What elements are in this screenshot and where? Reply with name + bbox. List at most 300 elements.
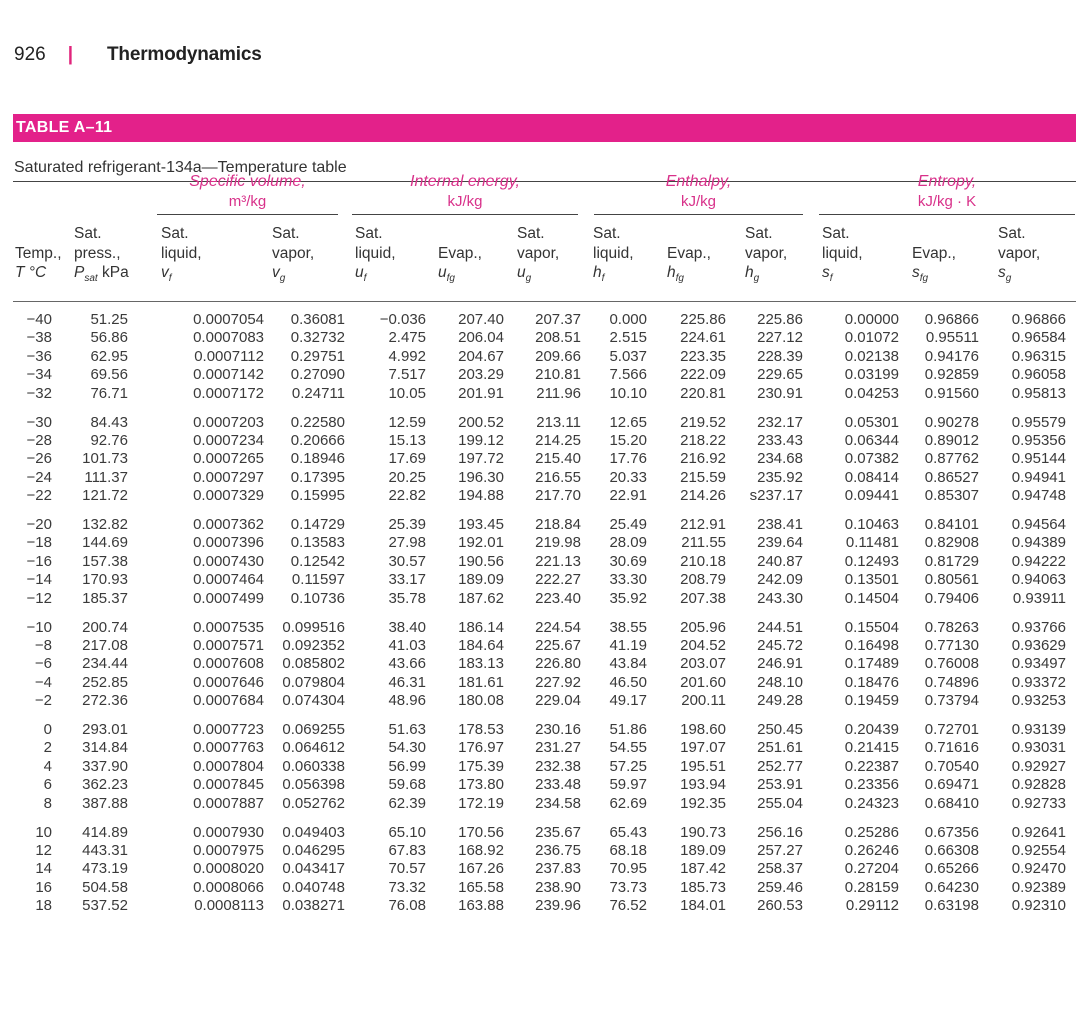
table-row: [0, 879, 1076, 897]
table-cell: 0.000: [609, 311, 647, 328]
table-cell: 65.10: [388, 823, 426, 841]
table-cell: 5.037: [609, 347, 647, 365]
table-cell: 197.07: [680, 739, 726, 757]
table-cell: −38: [26, 329, 52, 347]
table-cell: 253.91: [757, 776, 803, 794]
table-cell: 0.15995: [290, 487, 345, 505]
group-title: Internal energy,: [410, 173, 520, 190]
table-cell: 54.30: [388, 739, 426, 757]
column-symbol: [272, 263, 314, 289]
column-symbol-letter: P: [74, 264, 85, 281]
column-symbol-subscript: sat: [84, 273, 98, 285]
table-cell: 0.76008: [924, 655, 979, 673]
column-header-line: Sat.: [355, 225, 383, 242]
table-cell: 220.81: [680, 384, 726, 402]
table-cell: 15.20: [609, 431, 647, 449]
table-cell: 0.96866: [924, 311, 979, 328]
table-cell: 38.40: [388, 618, 426, 636]
table-cell: 0.93253: [1011, 692, 1066, 710]
table-cell: 240.87: [757, 552, 803, 570]
table-cell: 7.566: [609, 366, 647, 384]
table-cell: 252.77: [757, 757, 803, 775]
table-cell: 210.81: [535, 366, 581, 384]
table-cell: 0.27204: [844, 860, 899, 878]
table-cell: 0.0007608: [193, 655, 264, 673]
header-rule: [13, 301, 1076, 302]
table-cell: 0.043417: [282, 860, 345, 878]
table-cell: 206.04: [458, 329, 504, 347]
table-cell: 12.65: [609, 413, 647, 431]
table-cell: 245.72: [757, 636, 803, 654]
column-symbol-letter: v: [272, 264, 280, 281]
table-cell: 8: [43, 794, 52, 812]
table-cell: 0.20666: [290, 431, 345, 449]
table-cell: 209.66: [535, 347, 581, 365]
table-cell: 0.92470: [1011, 860, 1066, 878]
table-cell: 216.92: [680, 450, 726, 468]
table-cell: 0.092352: [282, 636, 345, 654]
table-row: [0, 674, 1076, 692]
column-symbol-letter: s: [822, 264, 830, 281]
table-cell: 43.66: [388, 655, 426, 673]
table-cell: 207.38: [680, 589, 726, 607]
table-cell: 0.96058: [1011, 366, 1066, 384]
table-cell: 230.91: [757, 384, 803, 402]
table-cell: 0.92733: [1011, 794, 1066, 812]
table-cell: 0.12542: [290, 552, 345, 570]
column-header-line: Evap.,: [667, 244, 711, 262]
table-cell: 0.84101: [924, 516, 979, 533]
table-cell: 0.15504: [844, 618, 899, 636]
table-cell: 255.04: [757, 794, 803, 812]
table-cell: 14: [35, 860, 52, 878]
table-cell: 0.01072: [844, 329, 899, 347]
table-cell: 176.97: [458, 739, 504, 757]
table-cell: 0.0007265: [193, 450, 264, 468]
table-cell: 0.0007362: [193, 516, 264, 533]
table-cell: 0.86527: [924, 468, 979, 486]
table-cell: 59.68: [388, 776, 426, 794]
table-cell: 196.30: [458, 468, 504, 486]
table-cell: 246.91: [757, 655, 803, 673]
table-cell: 239.96: [535, 897, 581, 915]
table-cell: 0.24711: [291, 384, 345, 402]
table-cell: 238.90: [535, 878, 581, 896]
table-cell: 189.09: [680, 841, 726, 859]
table-cell: 0.10463: [844, 516, 899, 533]
table-cell: 259.46: [757, 878, 803, 896]
table-cell: 2: [43, 739, 52, 757]
table-cell: 0.78263: [924, 618, 979, 636]
table-cell: 178.53: [458, 721, 504, 738]
column-symbol-letter: s: [912, 264, 920, 281]
table-cell: 12: [35, 841, 52, 859]
column-symbol-letter: h: [745, 264, 754, 281]
column-header-line: Evap.,: [438, 244, 482, 262]
table-cell: 0.73794: [924, 692, 979, 710]
table-cell: 192.35: [680, 794, 726, 812]
table-cell: 0.085802: [282, 655, 345, 673]
table-cell: 224.61: [680, 329, 726, 347]
table-cell: 0.00000: [844, 311, 899, 328]
group-rule: [157, 214, 338, 215]
table-row: [0, 348, 1076, 366]
table-cell: 0.29112: [845, 897, 899, 915]
table-cell: 0.96866: [1011, 311, 1066, 328]
table-cell: −32: [26, 384, 52, 402]
table-cell: 223.35: [680, 347, 726, 365]
table-cell: 0.23356: [844, 776, 899, 794]
table-cell: 414.89: [82, 823, 128, 841]
table-cell: 30.69: [609, 552, 647, 570]
table-cell: 70.95: [609, 860, 647, 878]
table-cell: 0.93766: [1011, 618, 1066, 636]
table-cell: 208.79: [680, 571, 726, 589]
column-header: [912, 224, 956, 289]
table-cell: 0.049403: [282, 823, 345, 841]
table-cell: 16: [35, 878, 52, 896]
table-cell: 213.11: [536, 413, 581, 431]
column-header-line: liquid,: [593, 244, 634, 262]
table-cell: 0.94063: [1011, 571, 1066, 589]
table-row: [0, 692, 1076, 710]
column-symbol: [745, 263, 787, 289]
table-cell: 0.70540: [924, 757, 979, 775]
page-header: [14, 44, 262, 66]
column-symbol: [161, 263, 202, 289]
table-cell: 35.78: [388, 589, 426, 607]
table-cell: 92.76: [90, 431, 128, 449]
table-cell: 15.13: [388, 431, 426, 449]
table-row: [0, 590, 1076, 608]
table-cell: 0.92859: [924, 366, 979, 384]
table-cell: 201.60: [680, 673, 726, 691]
table-cell: 0.04253: [844, 384, 899, 402]
book-title: Thermodynamics: [107, 44, 262, 65]
group-unit: kJ/kg · K: [917, 193, 977, 210]
table-cell: 0.16498: [844, 636, 899, 654]
column-symbol-letter: T °C: [15, 264, 47, 281]
table-cell: 208.51: [535, 329, 581, 347]
table-row: [0, 516, 1076, 534]
header-separator: |: [67, 44, 74, 65]
group-title: Entropy,: [917, 173, 977, 190]
table-cell: 185.37: [82, 589, 128, 607]
table-row: [0, 487, 1076, 505]
table-cell: 0.94389: [1011, 534, 1066, 552]
table-cell: 0.0007723: [193, 721, 264, 738]
column-header-line: vapor,: [998, 244, 1041, 262]
table-cell: 57.25: [609, 757, 647, 775]
table-row: [0, 776, 1076, 794]
table-cell: −4: [34, 673, 52, 691]
table-cell: 0.0007329: [193, 487, 264, 505]
table-cell: 48.96: [388, 692, 426, 710]
table-cell: −40: [26, 311, 52, 328]
table-cell: −30: [26, 413, 52, 431]
table-cell: 222.27: [535, 571, 581, 589]
group-title: Specific volume,: [189, 173, 306, 190]
table-row: [0, 739, 1076, 757]
column-symbol: [912, 263, 956, 289]
table-cell: 41.03: [388, 636, 426, 654]
group-rule: [819, 214, 1075, 215]
table-cell: 20.33: [609, 468, 647, 486]
table-cell: 0.89012: [924, 431, 979, 449]
table-cell: 0.28159: [844, 878, 899, 896]
table-cell: 0.93372: [1011, 673, 1066, 691]
table-cell: 205.96: [680, 618, 726, 636]
table-cell: 214.25: [535, 431, 581, 449]
table-cell: 227.92: [535, 673, 581, 691]
table-cell: 0.77130: [924, 636, 979, 654]
table-cell: 0.96315: [1011, 347, 1066, 365]
column-symbol: [822, 263, 863, 289]
table-cell: 0.12493: [844, 552, 899, 570]
column-symbol: [517, 263, 559, 289]
table-cell: −20: [26, 516, 52, 533]
table-cell: 0.06344: [844, 431, 899, 449]
table-cell: 0: [43, 721, 52, 738]
table-cell: 232.38: [535, 757, 581, 775]
table-cell: 168.92: [458, 841, 504, 859]
table-cell: 0.92828: [1011, 776, 1066, 794]
column-header-line: Sat.: [272, 225, 300, 242]
table-cell: 235.92: [757, 468, 803, 486]
column-header-line: Sat.: [998, 225, 1026, 242]
table-cell: 0.0007054: [193, 311, 264, 328]
column-symbol-letter: u: [438, 264, 447, 281]
table-cell: 46.31: [388, 673, 426, 691]
table-cell: 0.94748: [1011, 487, 1066, 505]
table-cell: 56.86: [90, 329, 128, 347]
table-cell: 0.0007571: [193, 636, 264, 654]
table-cell: 0.13583: [290, 534, 345, 552]
table-cell: 0.069255: [282, 721, 345, 738]
table-cell: 219.52: [680, 413, 726, 431]
column-header-line: Sat.: [745, 225, 773, 242]
table-cell: 362.23: [82, 776, 128, 794]
table-cell: 0.09441: [844, 487, 899, 505]
table-cell: 132.82: [82, 516, 128, 533]
column-header-line: Sat.: [593, 225, 621, 242]
table-row: [0, 553, 1076, 571]
table-cell: 224.54: [535, 618, 581, 636]
table-cell: 4: [43, 757, 52, 775]
table-cell: 203.07: [680, 655, 726, 673]
column-symbol-subscript: fg: [446, 273, 455, 285]
table-cell: 0.0007234: [193, 431, 264, 449]
table-cell: 56.99: [388, 757, 426, 775]
table-cell: 233.43: [757, 431, 803, 449]
table-cell: 0.80561: [924, 571, 979, 589]
table-cell: 387.88: [82, 794, 128, 812]
table-cell: 190.56: [458, 552, 504, 570]
table-cell: 0.0007396: [193, 534, 264, 552]
table-cell: 35.92: [609, 589, 647, 607]
column-header-line: vapor,: [272, 244, 315, 262]
table-cell: 272.36: [82, 692, 128, 710]
table-cell: 0.95813: [1011, 384, 1066, 402]
table-cell: 0.21415: [844, 739, 899, 757]
table-row: [0, 450, 1076, 468]
column-symbol-letter: h: [667, 264, 676, 281]
table-row: [0, 758, 1076, 776]
table-row: [0, 469, 1076, 487]
table-cell: 180.08: [458, 692, 504, 710]
table-cell: 0.17395: [290, 468, 345, 486]
table-cell: 239.64: [757, 534, 803, 552]
table-cell: 0.66308: [924, 841, 979, 859]
table-cell: 249.28: [757, 692, 803, 710]
table-cell: 0.93031: [1011, 739, 1066, 757]
table-row: [0, 860, 1076, 878]
column-symbol-subscript: f: [601, 273, 605, 285]
table-cell: 236.75: [535, 841, 581, 859]
table-cell: 0.0007684: [193, 692, 264, 710]
table-cell: 225.67: [535, 636, 581, 654]
column-symbol: [74, 263, 129, 289]
table-cell: 0.099516: [282, 618, 345, 636]
table-cell: 0.68410: [924, 794, 979, 812]
table-cell: 17.76: [609, 450, 647, 468]
table-cell: 0.93497: [1011, 655, 1066, 673]
table-cell: 0.22580: [290, 413, 345, 431]
table-cell: 201.91: [458, 384, 504, 402]
column-symbol-letter: u: [355, 264, 364, 281]
table-cell: 2.515: [609, 329, 647, 347]
column-symbol: [667, 263, 711, 289]
table-cell: 111.37: [84, 468, 128, 486]
table-cell: 0.060338: [282, 757, 345, 775]
column-symbol-subscript: g: [1005, 273, 1012, 285]
table-cell: 0.18476: [844, 673, 899, 691]
table-cell: 0.064612: [282, 739, 345, 757]
table-cell: 76.52: [609, 897, 647, 915]
table-row: [0, 329, 1076, 347]
column-header-line: [912, 224, 956, 244]
table-cell: 0.74896: [924, 673, 979, 691]
table-row: [0, 721, 1076, 739]
table-cell: 0.32732: [290, 329, 345, 347]
table-cell: 157.38: [82, 552, 128, 570]
table-cell: 225.86: [680, 311, 726, 328]
table-cell: 0.82908: [924, 534, 979, 552]
table-cell: 216.55: [535, 468, 581, 486]
column-header: [438, 224, 482, 289]
table-cell: 227.12: [757, 329, 803, 347]
table-cell: 10.10: [609, 384, 647, 402]
table-cell: 184.01: [680, 897, 726, 915]
column-symbol-letter: h: [593, 264, 602, 281]
table-cell: 181.61: [458, 673, 504, 691]
table-cell: 0.17489: [844, 655, 899, 673]
table-cell: 121.72: [82, 487, 128, 505]
table-cell: 173.80: [458, 776, 504, 794]
table-cell: 0.0007430: [193, 552, 264, 570]
table-cell: 233.48: [535, 776, 581, 794]
table-cell: 51.63: [388, 721, 426, 738]
table-cell: 43.84: [609, 655, 647, 673]
table-cell: 6: [43, 776, 52, 794]
column-symbol: [438, 263, 482, 289]
table-cell: 0.19459: [844, 692, 899, 710]
column-symbol-subscript: fg: [675, 273, 684, 285]
table-cell: 260.53: [757, 897, 803, 915]
table-cell: 200.52: [458, 413, 504, 431]
table-cell: 189.09: [458, 571, 504, 589]
column-header-line: [15, 224, 62, 244]
table-cell: −36: [26, 347, 52, 365]
table-cell: 0.92554: [1011, 841, 1066, 859]
table-cell: 0.95356: [1011, 431, 1066, 449]
table-cell: 0.29751: [290, 347, 345, 365]
table-cell: 27.98: [388, 534, 426, 552]
column-symbol: [593, 263, 634, 289]
table-cell: 76.71: [90, 384, 128, 402]
column-header: [161, 224, 202, 289]
table-cell: 0.0007845: [193, 776, 264, 794]
table-cell: 207.37: [535, 311, 581, 328]
table-cell: 0.14504: [844, 589, 899, 607]
table-cell: 185.73: [680, 878, 726, 896]
table-cell: −10: [26, 618, 52, 636]
table-cell: 237.83: [535, 860, 581, 878]
table-cell: 172.19: [458, 794, 504, 812]
table-cell: 10: [35, 823, 52, 841]
table-cell: 0.0007203: [193, 413, 264, 431]
table-cell: 73.32: [388, 878, 426, 896]
table-cell: −12: [26, 589, 52, 607]
table-row: [0, 366, 1076, 384]
table-cell: 192.01: [458, 534, 504, 552]
table-cell: 12.59: [388, 413, 426, 431]
table-cell: 165.58: [458, 878, 504, 896]
table-cell: 163.88: [458, 897, 504, 915]
table-cell: 0.94176: [924, 347, 979, 365]
table-cell: 244.51: [757, 618, 803, 636]
table-cell: 0.046295: [282, 841, 345, 859]
table-cell: 0.27090: [290, 366, 345, 384]
table-cell: 0.18946: [290, 450, 345, 468]
table-cell: −8: [34, 636, 52, 654]
table-cell: 217.08: [82, 636, 128, 654]
table-cell: 0.22387: [844, 757, 899, 775]
table-cell: 0.0007975: [193, 841, 264, 859]
table-cell: 70.57: [388, 860, 426, 878]
column-symbol-subscript: f: [829, 273, 833, 285]
table-cell: 62.69: [609, 794, 647, 812]
table-cell: 175.39: [458, 757, 504, 775]
table-cell: 30.57: [388, 552, 426, 570]
table-cell: 101.73: [82, 450, 128, 468]
table-cell: 184.64: [458, 636, 504, 654]
table-cell: 194.88: [458, 487, 504, 505]
table-cell: 314.84: [82, 739, 128, 757]
group-rule: [594, 214, 803, 215]
column-header-line: liquid,: [822, 244, 863, 262]
table-label: TABLE A–11: [16, 119, 113, 136]
table-cell: 193.45: [458, 516, 504, 533]
column-symbol-letter: u: [517, 264, 526, 281]
table-row: [0, 385, 1076, 403]
column-symbol: [998, 263, 1040, 289]
column-symbol-subscript: f: [168, 273, 172, 285]
table-row: [0, 824, 1076, 842]
table-cell: 537.52: [82, 897, 128, 915]
table-cell: 203.29: [458, 366, 504, 384]
table-cell: 226.80: [535, 655, 581, 673]
